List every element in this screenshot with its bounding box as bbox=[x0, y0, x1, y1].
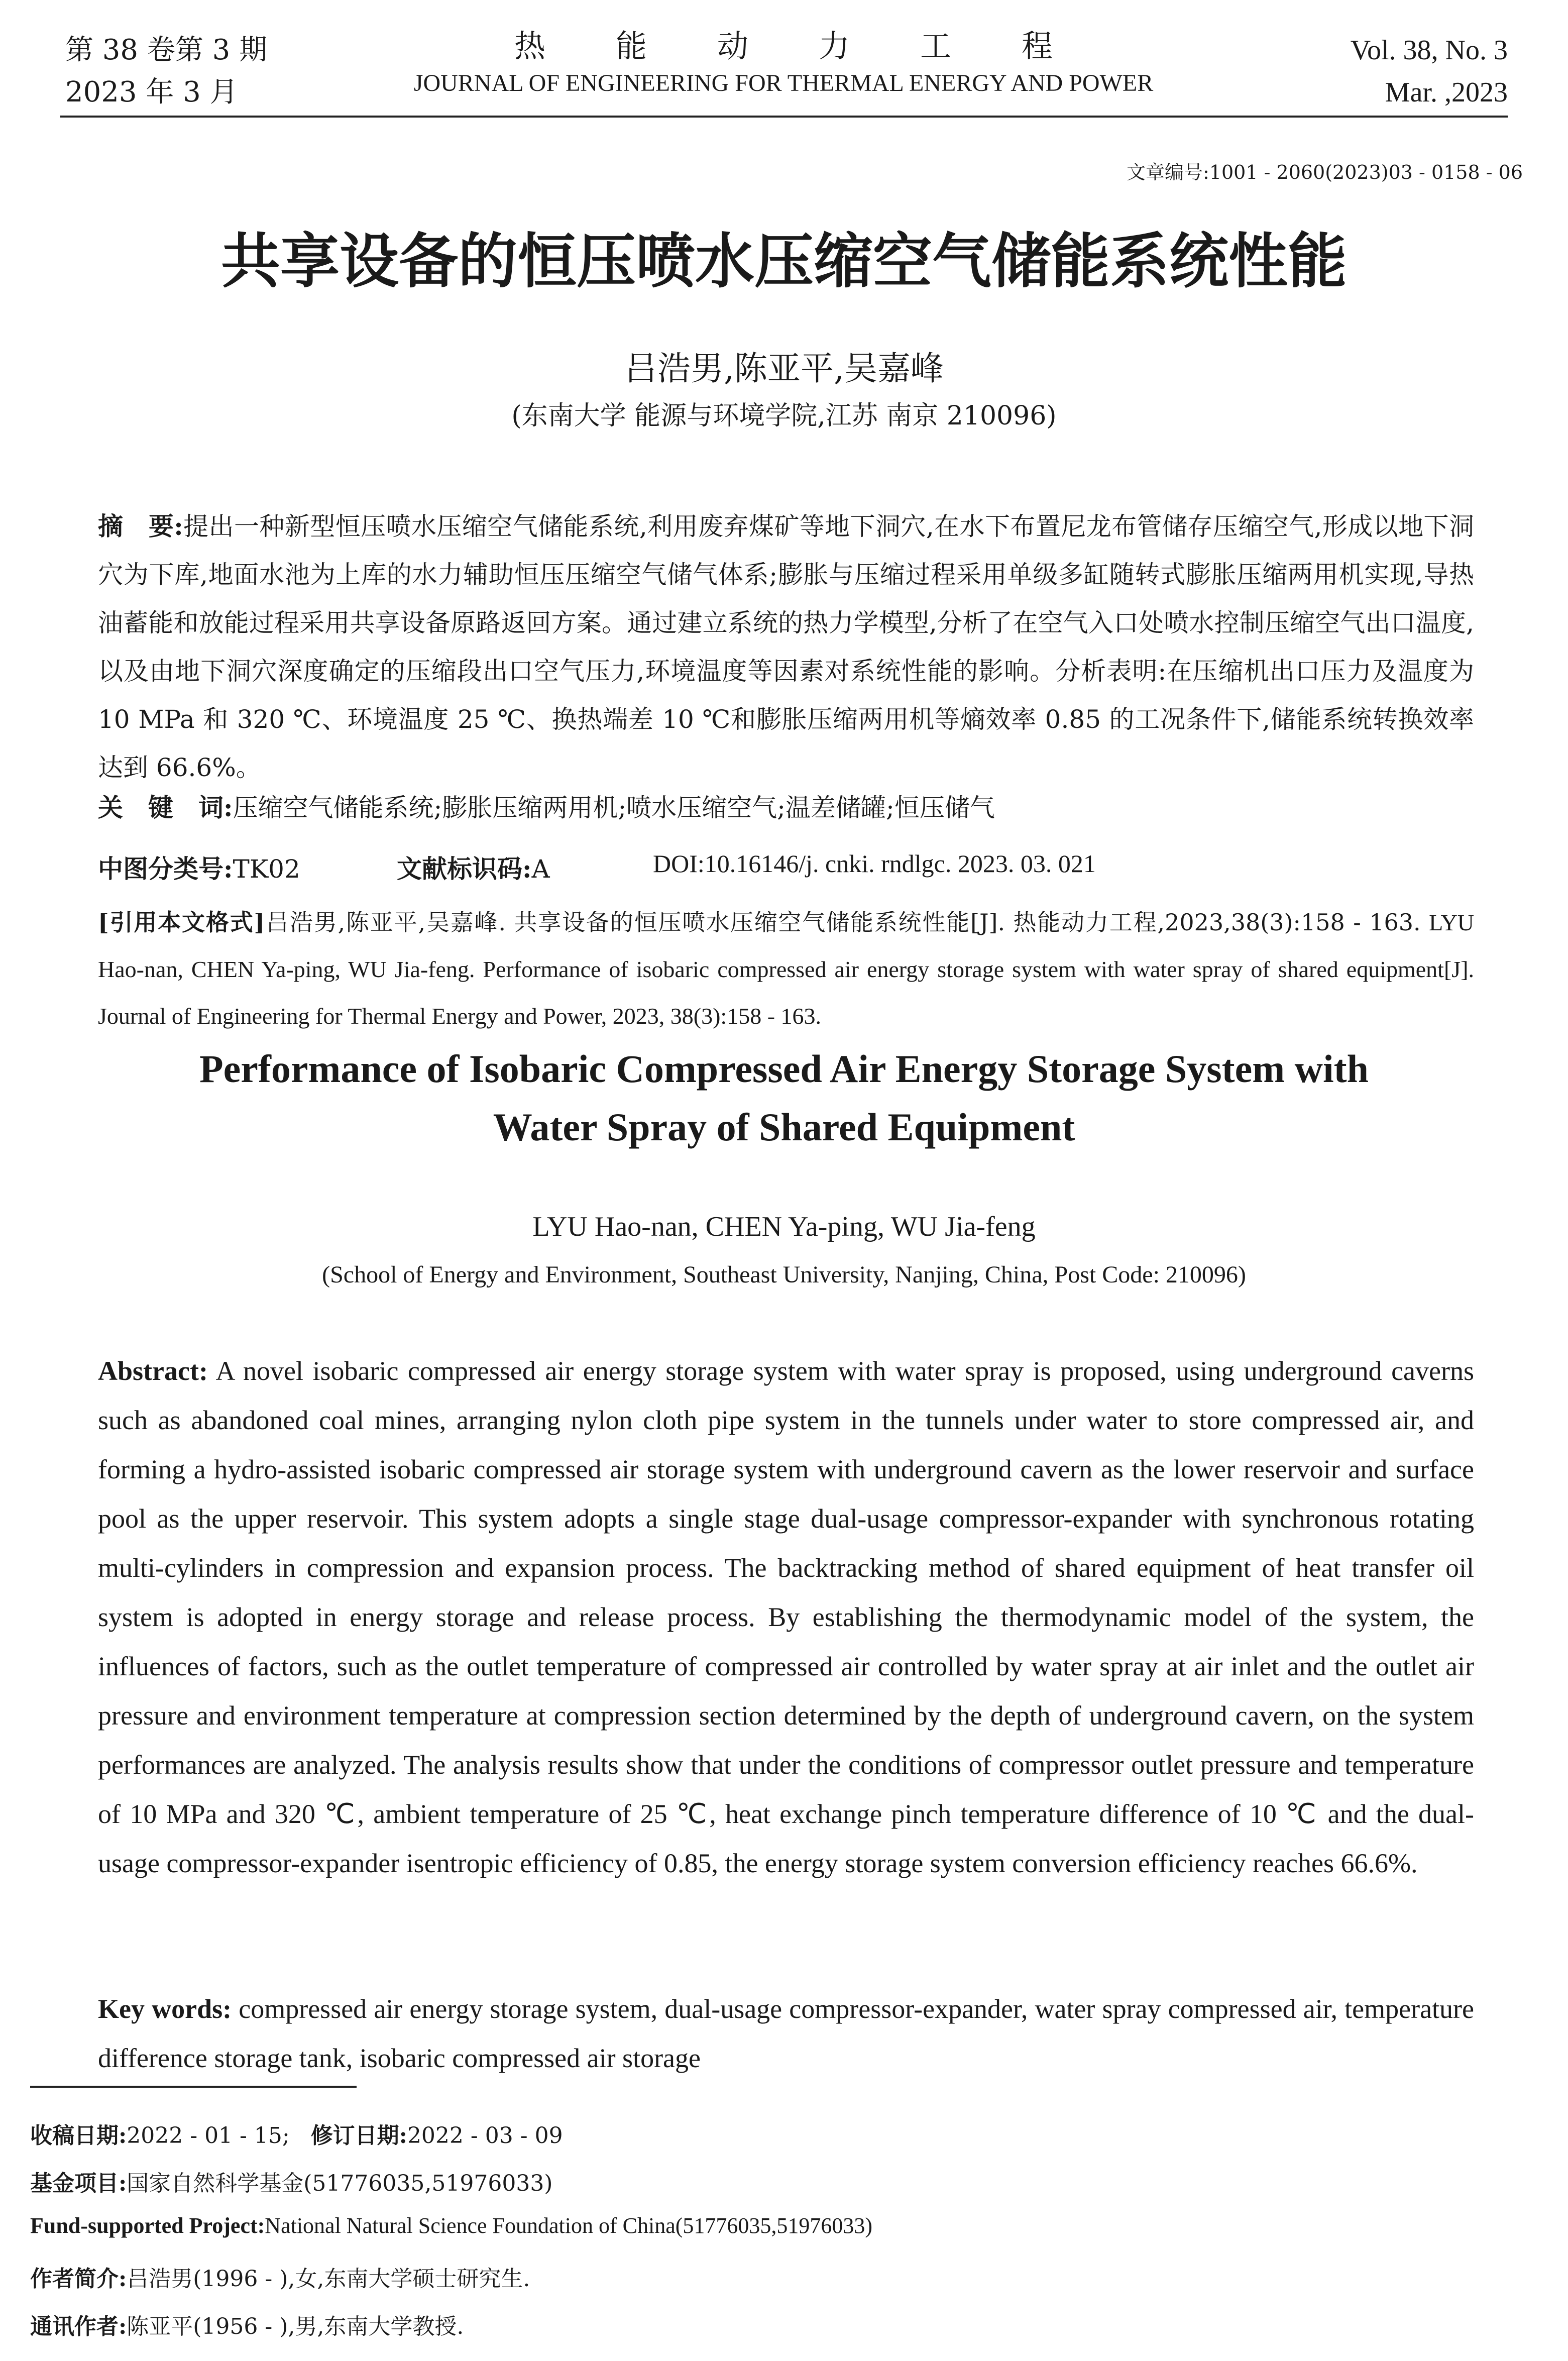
clc-value: TK02 bbox=[233, 854, 300, 884]
footnote-fund-en bbox=[30, 2213, 872, 2238]
journal-name-cn: 热能动力工程 bbox=[514, 28, 1123, 64]
doc-code bbox=[397, 849, 550, 885]
fund-en: National Natural Science Foundation of China(51776035,51976033) bbox=[265, 2213, 873, 2238]
keywords-en-label: Key words: bbox=[98, 1994, 232, 2024]
abstract-en-label: Abstract: bbox=[98, 1356, 208, 1386]
journal-name bbox=[352, 25, 1215, 99]
date-cn: 2023 年 3 月 bbox=[65, 76, 238, 109]
doc-code-value: A bbox=[531, 854, 550, 884]
date-en: Mar. ,2023 bbox=[1385, 77, 1508, 108]
citation-block bbox=[98, 899, 1474, 1039]
author-bio: 吕浩男(1996 - ),女,东南大学硕士研究生. bbox=[127, 2266, 530, 2292]
received-label: 收稿日期: bbox=[30, 2123, 127, 2149]
volume-issue-cn: 第 38 卷第 3 期 bbox=[65, 34, 268, 66]
title-cn: 共享设备的恒压喷水压缩空气储能系统性能 bbox=[220, 226, 1347, 296]
affiliation-en: (School of Energy and Environment, Southeast University, Nanjing, China, Post Code: 210096) bbox=[322, 1261, 1246, 1288]
fund-cn-label: 基金项目: bbox=[30, 2171, 127, 2196]
classification-line bbox=[98, 849, 300, 885]
keywords-cn bbox=[98, 784, 1474, 832]
corresponding-label: 通讯作者: bbox=[30, 2314, 127, 2339]
keywords-cn-label: 关 键 词: bbox=[98, 793, 233, 822]
article-number: 文章编号:1001 - 2060(2023)03 - 0158 - 06 bbox=[1127, 161, 1523, 183]
issue-info-en bbox=[1351, 29, 1508, 114]
abstract-en bbox=[98, 1346, 1474, 1888]
title-en-line1: Performance of Isobaric Compressed Air Energy Storage System with bbox=[199, 1047, 1369, 1091]
revised-date: 2022 - 03 - 09 bbox=[407, 2123, 563, 2149]
abstract-cn bbox=[98, 502, 1474, 792]
footnote-dates bbox=[30, 2117, 563, 2150]
title-en-line2: Water Spray of Shared Equipment bbox=[493, 1105, 1075, 1149]
citation-en: LYU Hao-nan, CHEN Ya-ping, WU Jia-feng. Performance of isobaric compressed air energy storage system with water spray of shared equipment[J]. Journal of Engineering for Thermal Energy and Power, 2023, 38(3):158 - 163. bbox=[98, 910, 1475, 1029]
abstract-cn-text: 提出一种新型恒压喷水压缩空气储能系统,利用废弃煤矿等地下洞穴,在水下布置尼龙布管储存压缩空气,形成以地下洞穴为下库,地面水池为上库的水力辅助恒压压缩空气储气体系;膨胀与压缩过程采用单级多缸随转式膨胀压缩两用机实现,导热油蓄能和放能过程采用共享设备原路返回方案。通过建立系统的热力学模型,分析了在空气入口处喷水控制压缩空气出口温度,以及由地下洞穴深度确定的压缩段出口空气压力,环境温度等因素对系统性能的影响。分析表明:在压缩机出口压力及温度为 10 MPa 和 320 ℃、环境温度 25 ℃、换热端差 10 ℃和膨胀压缩两用机等熵效率 0.85 的工况条件下,储能系统转换效率达到 66.6%。 bbox=[98, 512, 1474, 782]
authors-en: LYU Hao-nan, CHEN Ya-ping, WU Jia-feng bbox=[532, 1211, 1036, 1242]
abstract-cn-label: 摘 要: bbox=[98, 511, 183, 541]
issue-info bbox=[65, 29, 267, 114]
footnote-author bbox=[30, 2261, 530, 2293]
clc-label: 中图分类号: bbox=[98, 854, 233, 884]
keywords-en-text: compressed air energy storage system, dual-usage compressor-expander, water spray compressed air, temperature difference storage tank, isobaric compressed air storage bbox=[98, 1994, 1475, 2073]
affiliation-cn: (东南大学 能源与环境学院,江苏 南京 210096) bbox=[511, 401, 1057, 431]
volume-issue-en: Vol. 38, No. 3 bbox=[1350, 35, 1508, 66]
received-date: 2022 - 01 - 15; bbox=[127, 2123, 290, 2149]
header-divider bbox=[60, 116, 1508, 118]
fund-en-label: Fund-supported Project: bbox=[30, 2213, 265, 2238]
footnote-divider bbox=[30, 2086, 357, 2088]
doc-code-label: 文献标识码: bbox=[397, 854, 532, 884]
keywords-en bbox=[98, 1984, 1474, 2083]
journal-name-en: JOURNAL OF ENGINEERING FOR THERMAL ENERGY AND POWER bbox=[413, 70, 1154, 96]
citation-cn: 吕浩男,陈亚平,吴嘉峰. 共享设备的恒压喷水压缩空气储能系统性能[J]. 热能动力工程,2023,38(3):158 - 163. bbox=[265, 909, 1421, 936]
title-en bbox=[0, 1040, 1568, 1156]
fund-cn: 国家自然科学基金(51776035,51976033) bbox=[127, 2171, 553, 2196]
author-bio-label: 作者简介: bbox=[30, 2266, 127, 2292]
doi: DOI:10.16146/j. cnki. rndlgc. 2023. 03. 021 bbox=[653, 849, 1096, 878]
authors-cn: 吕浩男,陈亚平,吴嘉峰 bbox=[624, 349, 944, 388]
abstract-en-text: A novel isobaric compressed air energy storage system with water spray is proposed, using underground caverns such as abandoned coal mines, arranging nylon cloth pipe system in the tunnels under water to store compressed air, and forming a hydro-assisted isobaric compressed air storage system with underground cavern as the lower reservoir and surface pool as the upper reservoir. This system adopts a single stage dual-usage compressor-expander with synchronous rotating multi-cylinders in compression and expansion process. The backtracking method of shared equipment of heat transfer oil system is adopted in energy storage and release process. By establishing the thermodynamic model of the system, the influences of factors, such as the outlet temperature of compressed air controlled by water spray at air inlet and the outlet air pressure and environment temperature at compression section determined by the depth of underground cavern, on the system performances are analyzed. The analysis results show that under the conditions of compressor outlet pressure and temperature of 10 MPa and 320 ℃, ambient temperature of 25 ℃, heat exchange pinch temperature difference of 10 ℃ and the dual-usage compressor-expander isentropic efficiency of 0.85, the energy storage system conversion efficiency reaches 66.6%. bbox=[98, 1356, 1474, 1878]
revised-label: 修订日期: bbox=[310, 2123, 407, 2149]
footnote-corresponding bbox=[30, 2308, 464, 2340]
keywords-cn-text: 压缩空气储能系统;膨胀压缩两用机;喷水压缩空气;温差储罐;恒压储气 bbox=[233, 793, 995, 822]
citation-label: [引用本文格式] bbox=[98, 909, 265, 936]
footnote-fund-cn bbox=[30, 2165, 552, 2197]
corresponding-author: 陈亚平(1956 - ),男,东南大学教授. bbox=[127, 2314, 464, 2339]
